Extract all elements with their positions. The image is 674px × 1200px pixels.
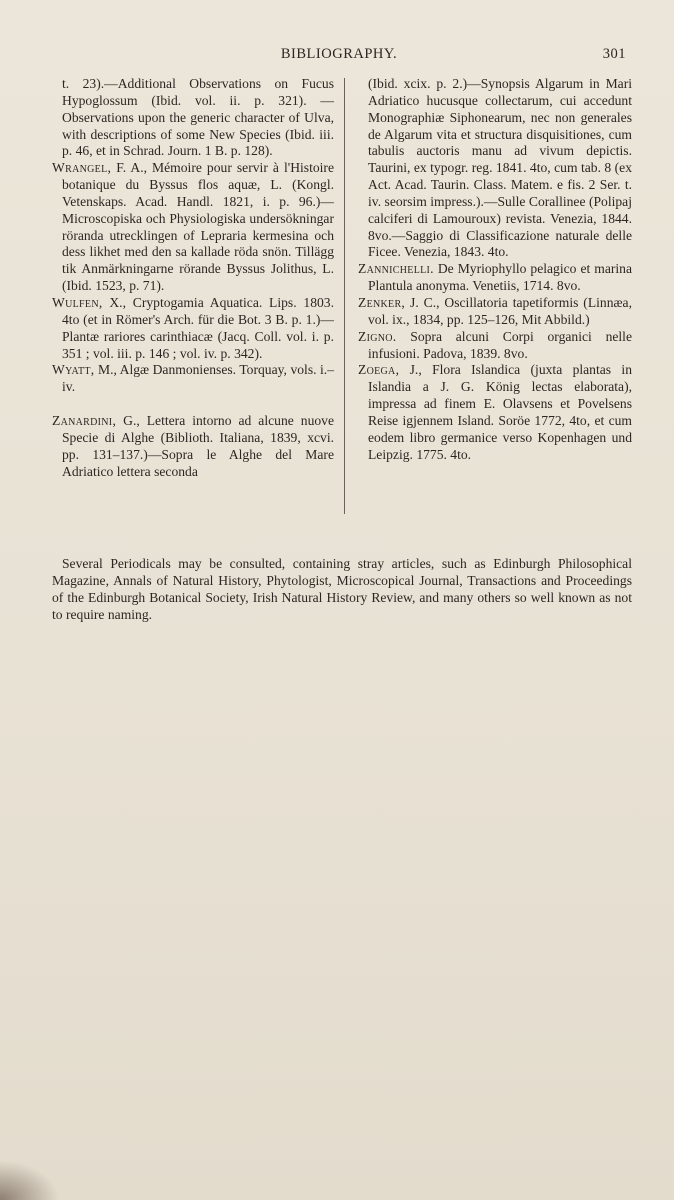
entry-text: J., Flora Islandica (juxta plantas in Islandia a J. G. König lectas elaborata), impressa ad finem E. Olavsens et Povelsens Reise igjennem Island. Soröe 1772, 4to, et cum eodem libro germanice verso Kopenhagen und Leipzig. 1775. 4to. [368,362,633,462]
bibliography-entry [52,76,334,160]
periodicals-note: Several Periodicals may be consulted, containing stray articles, such as Edinburgh Philosophical Magazine, Annals of Natural History, Phytologist, Microscopical Journal, Transactions and Proceedings of the Edinburgh Botanical Society, Irish Natural History Review, and many others so well known as not to require naming. [52,555,632,622]
bibliography-entry [358,261,632,295]
entry-text: Sopra alcuni Corpi organici nelle infusioni. Padova, 1839. 8vo. [368,328,632,361]
entry-author: Zenker, [358,294,406,310]
column-divider [344,78,345,514]
entry-author: Zigno. [358,328,397,344]
bibliography-entry [358,76,632,261]
left-column [52,76,334,480]
bibliography-entry [358,295,632,329]
bibliography-entry [52,160,334,295]
entry-author: Wulfen, [52,294,103,310]
entry-author: Zannichelli. [358,261,434,277]
entry-text: (Ibid. xcix. p. 2.)—Synopsis Algarum in Mari Adriatico hucusque collectarum, cui accedunt Monographiæ Siphonearum, nec non generales de Algarum vita et structura disquisitiones, cum tabulis auctoris manu ad vivum depictis. Taurini, ex typogr. reg. 1841. 4to, cum tab. 8 (ex Act. Acad. Taurin. Class. Matem. e fis. 2 Ser. t. iv. seorsim impress.).—Sulle Corallinee (Polipaj calciferi di Lamouroux) revista. Venezia, 1844. 8vo.—Saggio di Classificazione naturale delle Ficee. Venezia, 1843. 4to. [368,76,632,260]
entry-text: t. 23).—Additional Observations on Fucus Hypoglossum (Ibid. vol. ii. p. 321). —Observations upon the generic character of Ulva, with descriptions of some New Species (Ibid. iii. p. 46, et in Schrad. Journ. 1 B. p. 128). [62,76,334,159]
bibliography-entry [52,413,334,480]
entry-text: X., Cryptogamia Aquatica. Lips. 1803. 4to (et in Römer's Arch. für die Bot. 3 B. p. 1.)—Plantæ rariores carinthiacæ (Jacq. Coll. vol. i. p. 351 ; vol. iii. p. 146 ; vol. iv. p. 342). [62,294,334,361]
entry-text: M., Algæ Danmonienses. Torquay, vols. i.–iv. [62,362,334,395]
page-corner-shadow [0,1160,60,1200]
running-header [52,46,626,66]
bibliography-entry [52,362,334,396]
entry-author: Wrangel, [52,160,112,176]
bibliography-entry [358,329,632,363]
entry-text: G., Lettera intorno ad alcune nuove Specie di Alghe (Biblioth. Italiana, 1839, xcvi. pp. 131–137.)—Sopra le Alghe del Mare Adriatico lettera seconda [62,413,334,479]
page-number: 301 [602,46,626,62]
entry-author: Zoega, [358,362,400,378]
bibliography-entry [52,295,334,362]
entry-author: Zanardini, [52,413,117,429]
entry-text: F. A., Mémoire pour servir à l'Histoire botanique du Byssus flos aquæ, L. (Kongl. Vetenskaps. Acad. Handl. 1821, i. p. 96.)—Microscopiska och Physiologiska undersökningar röranda utrecklingen of Lepraria kermesina och dess likhet med den sa kallade röda snön. Tillägg tik Anmärkningarne rörande Byssus Jolithus, L. (Ibid. 1523, p. 71). [62,160,334,294]
bibliography-entry [358,362,632,463]
right-column [358,76,632,463]
page-title: BIBLIOGRAPHY. [280,46,398,62]
entry-author: Wyatt, [52,362,95,378]
entry-text: J. C., Oscillatoria tapetiformis (Linnæa, vol. ix., 1834, pp. 125–126, Mit Abbild.) [368,294,632,327]
entry-text: De Myriophyllo pelagico et marina Plantula anonyma. Venetiis, 1714. 8vo. [368,261,632,294]
